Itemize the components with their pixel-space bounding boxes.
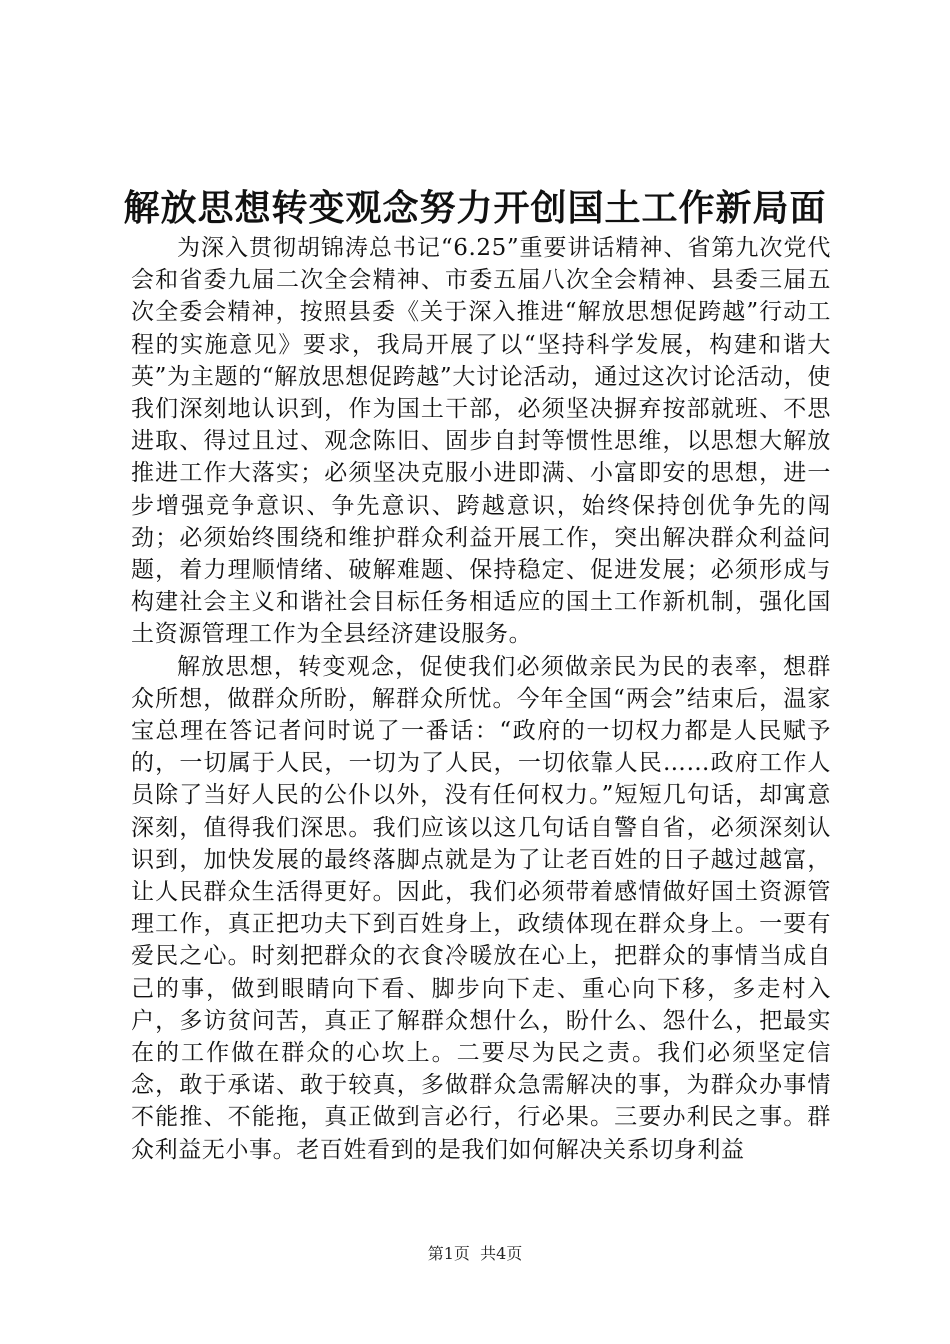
- footer-spacer: [470, 1244, 480, 1263]
- page-number: 第1页: [427, 1244, 470, 1263]
- document-body: [131, 232, 831, 1166]
- paragraph-1: 为深入贯彻胡锦涛总书记“6.25”重要讲话精神、省第九次党代会和省委九届二次全会精神、市委五届八次全会精神、县委三届五次全委会精神，按照县委《关于深入推进“解放思想促跨越”行动工程的实施意见》要求，我局开展了以“坚持科学发展，构建和谐大英”为主题的“解放思想促跨越”大讨论活动，通过这次讨论活动，使我们深刻地认识到，作为国土干部，必须坚决摒弃按部就班、不思进取、得过且过、观念陈旧、固步自封等惯性思维，以思想大解放推进工作大落实；必须坚决克服小进即满、小富即安的思想，进一步增强竞争意识、争先意识、跨越意识，始终保持创优争先的闯劲；必须始终围绕和维护群众利益开展工作，突出解决群众利益问题，着力理顺情绪、破解难题、保持稳定、促进发展；必须形成与构建社会主义和谐社会目标任务相适应的国土工作新机制，强化国土资源管理工作为全县经济建设服务。: [131, 235, 831, 648]
- document-title: 解放思想转变观念努力开创国土工作新局面: [123, 187, 827, 229]
- page-footer: [0, 1242, 950, 1266]
- page-total: 共4页: [480, 1244, 523, 1263]
- paragraph-2: 解放思想，转变观念，促使我们必须做亲民为民的表率，想群众所想，做群众所盼，解群众所忧。今年全国“两会”结束后，温家宝总理在答记者问时说了一番话：“政府的一切权力都是人民赋予的，一切属于人民，一切为了人民，一切依靠人民……政府工作人员除了当好人民的公仆以外，没有任何权力。”短短几句话，却寓意深刻，值得我们深思。我们应该以这几句话自警自省，必须深刻认识到，加快发展的最终落脚点就是为了让老百姓的日子越过越富，让人民群众生活得更好。因此，我们必须带着感情做好国土资源管理工作，真正把功夫下到百姓身上，政绩体现在群众身上。一要有爱民之心。时刻把群众的衣食冷暖放在心上，把群众的事情当成自己的事，做到眼睛向下看、脚步向下走、重心向下移，多走村入户，多访贫问苦，真正了解群众想什么，盼什么、怨什么，把最实在的工作做在群众的心坎上。二要尽为民之责。我们必须坚定信念，敢于承诺、敢于较真，多做群众急需解决的事，为群众办事情不能推、不能拖，真正做到言必行，行必果。三要办利民之事。群众利益无小事。老百姓看到的是我们如何解决关系切身利益: [131, 653, 831, 1163]
